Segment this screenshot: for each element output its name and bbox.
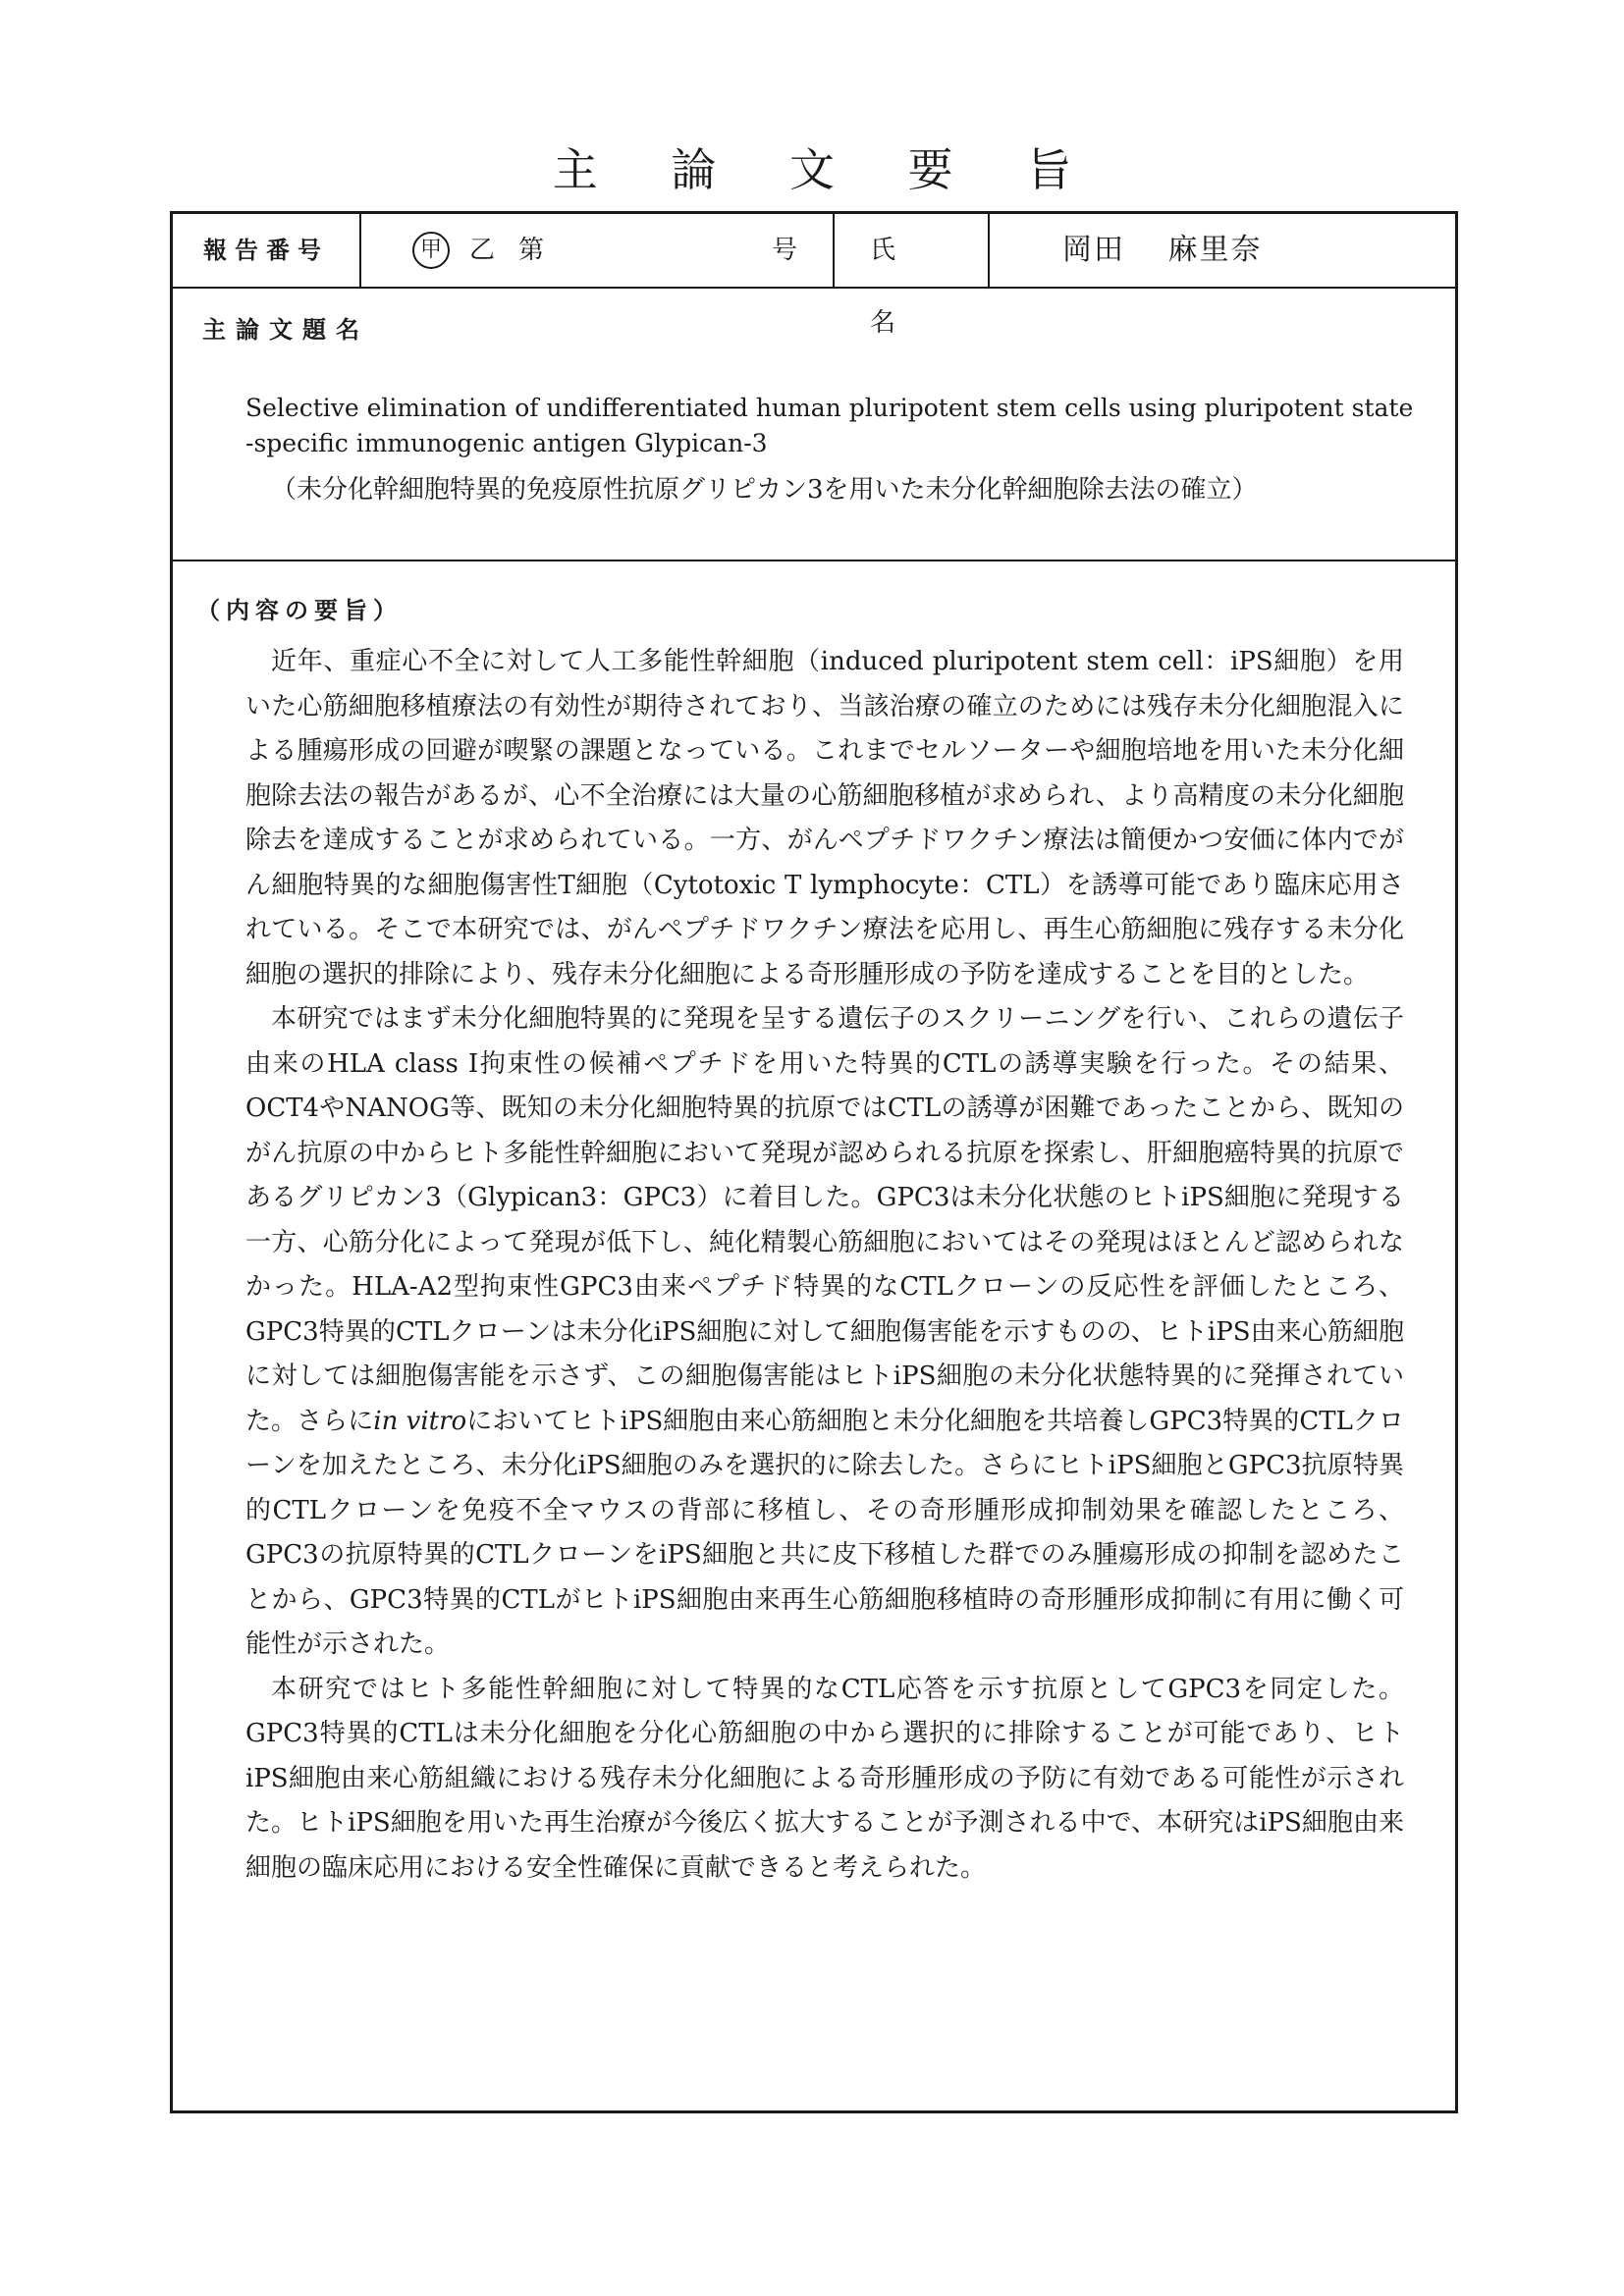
dai-label: 第 <box>518 236 545 265</box>
page-title-char: 文 <box>789 143 835 196</box>
page-title-char: 論 <box>671 143 717 196</box>
page-title-char: 旨 <box>1026 143 1072 196</box>
paragraph-text: 本研究ではまず未分化細胞特異的に発現を呈する遺伝子のスクリーニングを行い、これらの遺伝子由来のHLA class I拘束性の候補ペプチドを用いた特異的CTLの誘導実験を行った。その結果、OCT4やNANOG等、既知の未分化細胞特異的抗原ではCTLの誘導が困難であったことから、既知のがん抗原の中からヒト多能性幹細胞において発現が認められる抗原を探索し、肝細胞癌特異的抗原であるグリピカン3（Glypican3：GPC3）に着目した。GPC3は未分化状態のヒトiPS細胞に発現する一方、心筋分化によって発現が低下し、純化精製心筋細胞においてはその発現はほとんど認められなかった。HLA-A2型拘束性GPC3由来ペプチド特異的なCTLクローンの反応性を評価したところ、GPC3特異的CTLクローンは未分化iPS細胞に対して細胞傷害能を示すものの、ヒトiPS由来心筋細胞に対しては細胞傷害能を示さず、この細胞傷害能はヒトiPS細胞の未分化状態特異的に発揮されていた。さらに <box>245 1004 1404 1436</box>
report-number-label: 報告番号 <box>203 237 329 264</box>
otsu-label: 乙 <box>469 236 496 265</box>
author-name: 岡田 麻里奈 <box>1062 233 1263 267</box>
thesis-title-section <box>173 289 1455 561</box>
page-title <box>0 135 1624 204</box>
thesis-title-english <box>245 391 1414 461</box>
summary-form <box>170 211 1458 2113</box>
summary-paragraph: 近年、重症心不全に対して人工多能性幹細胞（induced pluripotent stem cell：iPS細胞）を用いた心筋細胞移植療法の有効性が期待されており、当該治療の確立のためには残存未分化細胞混入による腫瘍形成の回避が喫緊の課題となっている。これまでセルソーターや細胞培地を用いた未分化細胞除去法の報告があるが、心不全治療には大量の心筋細胞移植が求められ、より高精度の未分化細胞除去を達成することが求められている。一方、がんペプチドワクチン療法は簡便かつ安価に体内でがん細胞特異的な細胞傷害性T細胞（Cytotoxic T lymphocyte：CTL）を誘導可能であり臨床応用されている。そこで本研究では、がんペプチドワクチン療法を応用し、再生心筋細胞に残存する未分化細胞の選択的排除により、残存未分化細胞による奇形腫形成の予防を達成することを目的とした。 <box>245 647 1404 989</box>
italic-text: in vitro <box>373 1406 467 1436</box>
summary-paragraph: 本研究ではヒト多能性幹細胞に対して特異的なCTL応答を示す抗原としてGPC3を同定した。GPC3特異的CTLは未分化細胞を分化心筋細胞の中から選択的に排除することが可能であり、ヒトiPS細胞由来心筋組織における残存未分化細胞による奇形腫形成の予防に有効である可能性が示された。ヒトiPS細胞を用いた再生治療が今後広く拡大することが予測される中で、本研究はiPS細胞由来細胞の臨床応用における安全性確保に貢献できると考えられた。 <box>245 1674 1404 1883</box>
content-summary-section <box>173 561 1455 2112</box>
page-title-char: 要 <box>907 143 953 196</box>
summary-body <box>245 640 1404 1891</box>
divider <box>359 214 361 287</box>
kou-circled-mark: 甲 <box>412 232 450 269</box>
name-label: 氏 名 <box>870 236 993 338</box>
summary-heading: （内容の要旨） <box>196 597 403 624</box>
page-title-char: 主 <box>552 143 598 196</box>
thesis-title-japanese: （未分化幹細胞特異的免疫原性抗原グリピカン3を用いた未分化幹細胞除去法の確立） <box>271 475 1258 505</box>
thesis-title-heading: 主論文題名 <box>202 316 369 344</box>
summary-paragraph <box>245 997 1404 1668</box>
title-en-line: Selective elimination of undifferentiated human pluripotent stem cells using pluripotent state <box>245 394 1414 422</box>
paragraph-text: においてヒトiPS細胞由来心筋細胞と未分化細胞を共培養しGPC3特異的CTLクローンを加えたところ、未分化iPS細胞のみを選択的に除去した。さらにヒトiPS細胞とGPC3抗原特異的CTLクローンを免疫不全マウスの背部に移植し、その奇形腫形成抑制効果を確認したところ、GPC3の抗原特異的CTLクローンをiPS細胞と共に皮下移植した群でのみ腫瘍形成の抑制を認めたことから、GPC3特異的CTLがヒトiPS細胞由来再生心筋細胞移植時の奇形腫形成抑制に有用に働く可能性が示された。 <box>245 1406 1404 1659</box>
divider <box>833 214 835 287</box>
title-en-line: -specific immunogenic antigen Glypican-3 <box>245 429 768 457</box>
go-label: 号 <box>772 236 798 265</box>
divider <box>988 214 990 287</box>
